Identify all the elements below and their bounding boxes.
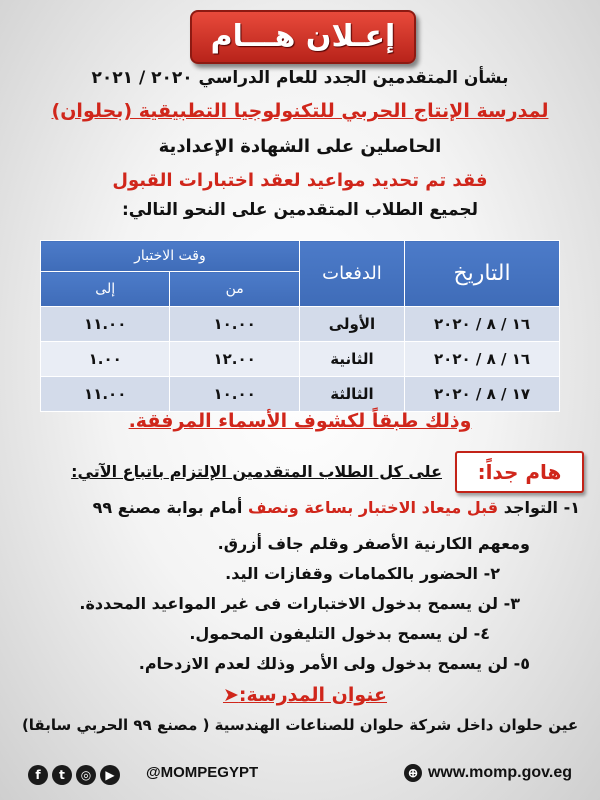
cell-date: ١٧ / ٨ / ٢٠٢٠	[405, 377, 560, 412]
rule-4: ٤- لن يسمح بدخول التليفون المحمول.	[189, 624, 490, 643]
social-icons	[28, 764, 124, 785]
rule-1	[93, 498, 580, 517]
rule-1-highlight: قبل ميعاد الاختبار بساعة ونصف	[247, 498, 499, 517]
rule-1-prefix: ١- التواجد	[498, 498, 580, 517]
column-header-exam-time: وقت الاختبار	[41, 241, 300, 272]
header-line-3: الحاصلين على الشهادة الإعدادية	[158, 136, 442, 157]
rule-3: ٣- لن يسمح بدخول الاختبارات فى غير المواعيد المحددة.	[79, 594, 520, 613]
school-address-heading	[150, 684, 450, 706]
instagram-icon[interactable]: ◎	[76, 765, 96, 785]
rule-2: ٢- الحضور بالكمامات وقفازات اليد.	[225, 564, 500, 583]
cell-to: ١.٠٠	[41, 342, 170, 377]
header-line-exams: فقد تم تحديد مواعيد لعقد اختبارات القبول	[112, 170, 488, 191]
rule-1-suffix: أمام بوابة مصنع ٩٩	[92, 498, 248, 517]
twitter-icon[interactable]: t	[52, 765, 72, 785]
rule-5: ٥- لن يسمح بدخول ولى الأمر وذلك لعدم الازدحام.	[138, 654, 530, 673]
table-row	[41, 342, 560, 377]
header-line-5: لجميع الطلاب المتقدمين على النحو التالي:	[121, 200, 479, 220]
website-url[interactable]: www.momp.gov.eg	[427, 764, 572, 782]
school-address: عين حلوان داخل شركة حلوان للصناعات الهندسية ( مصنع ٩٩ الحربي سابقا)	[21, 716, 579, 734]
cell-date: ١٦ / ٨ / ٢٠٢٠	[405, 342, 560, 377]
globe-icon: ⊕	[404, 764, 422, 782]
table-row	[41, 307, 560, 342]
rule-1-continuation: ومعهم الكارنية الأصفر وقلم جاف أزرق.	[217, 534, 530, 553]
attached-lists-note-text: وذلك طبقاً لكشوف الأسماء المرفقة.	[128, 410, 472, 432]
website-link[interactable]	[404, 764, 572, 782]
social-handle[interactable]: @MOMPEGYPT	[146, 764, 259, 781]
cell-batch: الأولى	[299, 307, 404, 342]
table-row	[41, 377, 560, 412]
column-header-to: إلى	[41, 272, 170, 307]
exam-schedule-table	[40, 240, 560, 412]
cell-batch: الثالثة	[299, 377, 404, 412]
rules-intro: على كل الطلاب المتقدمين الإلتزام باتباع الآتي:	[71, 462, 442, 481]
cell-to: ١١.٠٠	[41, 377, 170, 412]
school-address-label: عنوان المدرسة:	[238, 684, 388, 706]
announcement-title-banner: إعـلان هـــام	[190, 10, 416, 64]
footer	[0, 744, 600, 800]
column-header-from: من	[170, 272, 299, 307]
column-header-date: التاريخ	[405, 241, 560, 307]
cell-batch: الثانية	[299, 342, 404, 377]
column-header-batch: الدفعات	[299, 241, 404, 307]
cell-date: ١٦ / ٨ / ٢٠٢٠	[405, 307, 560, 342]
arrow-left-icon: ➤	[222, 684, 239, 706]
facebook-icon[interactable]: f	[28, 765, 48, 785]
header-line-1: بشأن المتقدمين الجدد للعام الدراسي ٢٠٢٠ / ٢٠٢١	[91, 68, 509, 88]
cell-to: ١١.٠٠	[41, 307, 170, 342]
cell-from: ١٠.٠٠	[170, 307, 299, 342]
attached-lists-note	[20, 410, 580, 432]
cell-from: ١٢.٠٠	[170, 342, 299, 377]
youtube-icon[interactable]: ▶	[100, 765, 120, 785]
header-line-school: لمدرسة الإنتاج الحربي للتكنولوجيا التطبيقية (بحلوان)	[51, 100, 549, 122]
very-important-badge: هام جداً:	[455, 451, 584, 493]
cell-from: ١٠.٠٠	[170, 377, 299, 412]
